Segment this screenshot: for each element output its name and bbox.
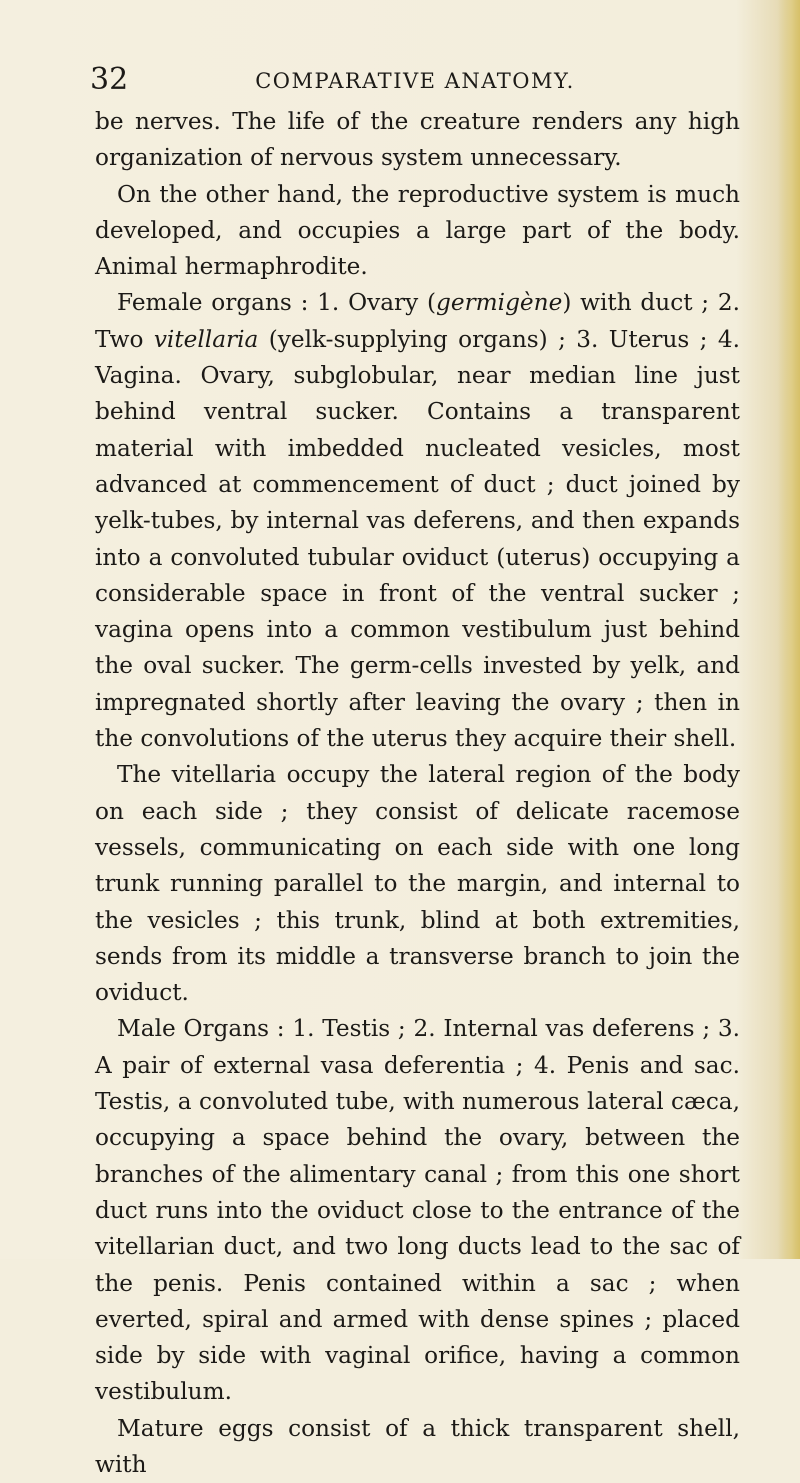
paragraph-mature-eggs: Mature eggs consist of a thick transparent shell, with — [95, 1414, 740, 1478]
paragraph-continuation: be nerves. The life of the creature renders any high organization of nervous system unnecessary. — [95, 108, 740, 172]
female-organs-text-start: Female organs : 1. Ovary ( — [117, 289, 437, 317]
body-text — [95, 104, 740, 1478]
term-germigene: germigène — [436, 289, 563, 317]
paragraph-male-organs: Male Organs : 1. Testis ; 2. Internal vas deferens ; 3. A pair of external vasa deferentia ; 4. Penis and sac. Testis, a convoluted tube, with numerous lateral cæca, occupying a space behind the ovary, between the branches of the alimentary canal ; from this one short duct runs into the oviduct close to the entrance of the vitellarian duct, and two long ducts lead to the sac of the penis. Penis contained within a sac ; when everted, spiral and armed with dense spines ; placed side by side with vaginal orifice, having a common vestibulum. — [95, 1015, 740, 1406]
female-organs-text-mid: ) with duct ; 2. Two — [95, 289, 740, 353]
page-number: 32 — [90, 62, 129, 97]
female-organs-text-rest: (yelk-supplying organs) ; 3. Uterus ; 4. Vagina. Ovary, subglobular, near median line just behind ventral sucker. Contains a transparent material with imbedded nucleated vesicles, most advanced at commencement of duct ; duct joined by yelk-tubes, by internal vas deferens, and then expands into a convoluted tubular oviduct (uterus) occupying a considerable space in front of the ventral sucker ; vagina opens into a common vestibulum just behind the oval sucker. The germ-cells invested by yelk, and impregnated shortly after leaving the ovary ; then in the convolutions of the uterus they acquire their shell. — [95, 325, 740, 753]
running-header — [90, 62, 740, 98]
page-edge-shadow — [778, 0, 800, 1259]
paragraph-female-organs — [95, 285, 740, 757]
term-vitellaria: vitellaria — [153, 325, 259, 353]
paragraph-vitellaria: The vitellaria occupy the lateral region of the body on each side ; they consist of delicate racemose vessels, communicating on each side with one long trunk running parallel to the margin, and internal to the vesicles ; this trunk, blind at both extremities, sends from its middle a transverse branch to join the oviduct. — [95, 761, 740, 1007]
running-title: COMPARATIVE ANATOMY. — [255, 69, 575, 93]
paragraph-reproductive-system: On the other hand, the reproductive system is much developed, and occupies a large part of the body. Animal hermaphrodite. — [95, 180, 740, 281]
